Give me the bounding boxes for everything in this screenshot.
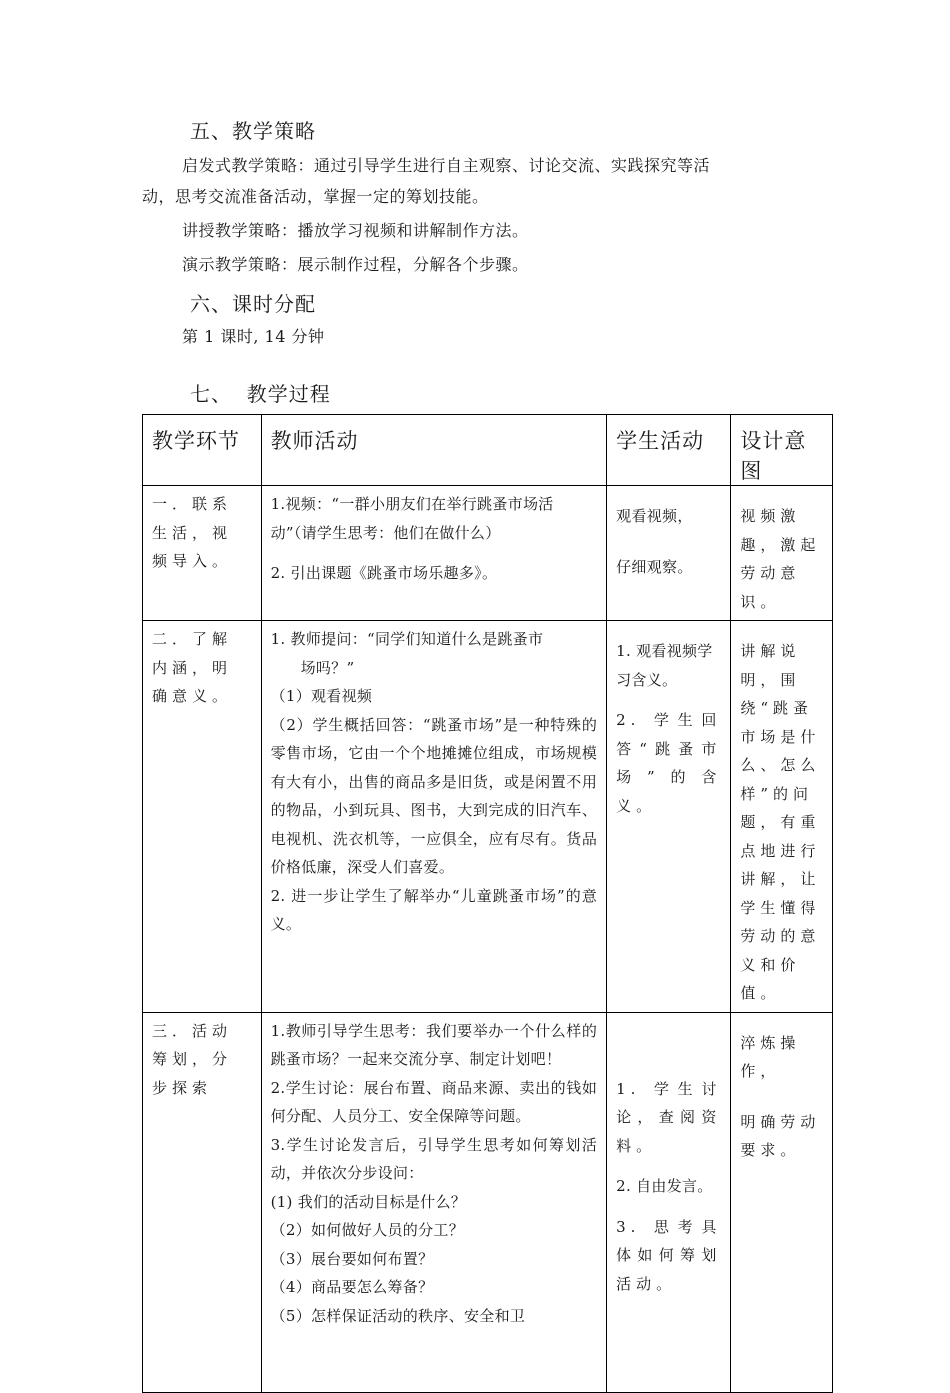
row1-student-1: 观看视频， xyxy=(616,507,693,525)
section5-para3: 演示教学策略：展示制作过程，分解各个步骤。 xyxy=(182,255,529,274)
row1-stage: 一．联系生活，视频导入。 xyxy=(143,486,262,621)
row2-student-1: 1. 观看视频学习含义。 xyxy=(616,642,713,689)
table-row xyxy=(143,621,833,1013)
header-teacher: 教师活动 xyxy=(261,415,607,486)
row1-student-2: 仔细观察。 xyxy=(616,557,693,576)
table-row xyxy=(143,486,833,621)
section5-para2: 讲授教学策略：播放学习视频和讲解制作方法。 xyxy=(182,221,529,240)
row3-question-5: （5）怎样保证活动的秩序、安全和卫 xyxy=(270,1306,526,1325)
header-design: 设计意图 xyxy=(731,415,833,486)
row2-teacher-4: 2. 进一步让学生了解举办“儿童跳蚤市场”的意义。 xyxy=(270,886,598,933)
row1-student xyxy=(607,486,731,621)
row1-teacher-2: 2. 引出课题《跳蚤市场乐趣多》。 xyxy=(270,564,498,582)
row3-student-3: 3. 思考具体如何筹划活动。 xyxy=(616,1217,722,1293)
row2-student xyxy=(607,621,731,1013)
row3-teacher xyxy=(261,1012,607,1392)
row2-design-text: 讲解说明，围绕“跳蚤市场是什么、怎么样”的问题，有重点地进行讲解，让学生懂得劳动的意义和价值。 xyxy=(740,642,821,1002)
section5-heading: 五、教学策略 xyxy=(190,119,316,143)
row2-stage: 二．了解内涵，明确意义。 xyxy=(143,621,262,1013)
row2-teacher-3: （2）学生概括回答：“跳蚤市场”是一种特殊的零售市场，它由一个个地摊摊位组成，市场规模有大有小，出售的商品多是旧货，或是闲置不用的物品，小到玩具、图书，大到完成的旧汽车、电视机、洗衣机等，一应俱全，应有尽有。货品价格低廉，深受人们喜爱。 xyxy=(270,715,598,876)
row2-teacher xyxy=(261,621,607,1013)
row3-stage: 三．活动筹划，分步探索 xyxy=(143,1012,262,1392)
row3-question-4: （4）商品要怎么筹备？ xyxy=(270,1278,434,1296)
section5-para1-line1: 启发式教学策略：通过引导学生进行自主观察、讨论交流、实践探究等活 xyxy=(182,156,711,175)
section7-heading: 七、 教学过程 xyxy=(190,382,331,406)
row2-teacher-2: （1）观看视频 xyxy=(270,687,373,705)
table-row xyxy=(143,1012,833,1392)
row3-teacher-3: 3.学生讨论发言后，引导学生思考如何筹划活动，并依次分步设问： xyxy=(270,1135,598,1182)
row1-design-text: 视频激趣，激起劳动意识。 xyxy=(740,507,821,611)
row1-teacher xyxy=(261,486,607,621)
row1-teacher-1a: 1.视频：“一群小朋友们在举行跳蚤市场活 xyxy=(270,495,554,513)
row2-student-2: 2. 学生回答“跳蚤市场”的含义。 xyxy=(616,711,722,815)
row3-question-3: （3）展台要如何布置？ xyxy=(270,1249,434,1268)
row3-question-2: （2）如何做好人员的分工？ xyxy=(270,1221,465,1239)
section6-heading: 六、课时分配 xyxy=(190,292,316,316)
row3-question-1: (1) 我们的活动目标是什么？ xyxy=(270,1192,467,1211)
teaching-process-table xyxy=(142,414,833,1393)
row1-teacher-1b: 动”（请学生思考：他们在做什么） xyxy=(270,523,501,542)
row1-design xyxy=(731,486,833,621)
header-student: 学生活动 xyxy=(607,415,731,486)
header-stage: 教学环节 xyxy=(143,415,262,486)
row2-teacher-1a: 1. 教师提问：“同学们知道什么是跳蚤市 xyxy=(270,630,544,648)
row3-student xyxy=(607,1012,731,1392)
row2-design xyxy=(731,621,833,1013)
row3-teacher-2: 2.学生讨论：展台布置、商品来源、卖出的钱如何分配、人员分工、安全保障等问题。 xyxy=(270,1078,598,1125)
row3-design-2: 明确劳动要求。 xyxy=(740,1112,821,1159)
row3-student-2: 2. 自由发言。 xyxy=(616,1177,713,1195)
row2-teacher-1b: 场吗？” xyxy=(300,658,355,677)
row3-teacher-1: 1.教师引导学生思考：我们要举办一个什么样的跳蚤市场？一起来交流分享、制定计划吧！ xyxy=(270,1021,598,1068)
section5-para1-line2: 动，思考交流准备活动，掌握一定的筹划技能。 xyxy=(142,187,489,206)
table-header-row xyxy=(143,415,833,486)
row3-student-1: 1. 学生讨论，查阅资料。 xyxy=(616,1079,722,1155)
row3-design xyxy=(731,1012,833,1392)
section6-text: 第 1 课时, 14 分钟 xyxy=(182,327,325,346)
row3-design-1: 淬炼操作， xyxy=(740,1033,801,1080)
